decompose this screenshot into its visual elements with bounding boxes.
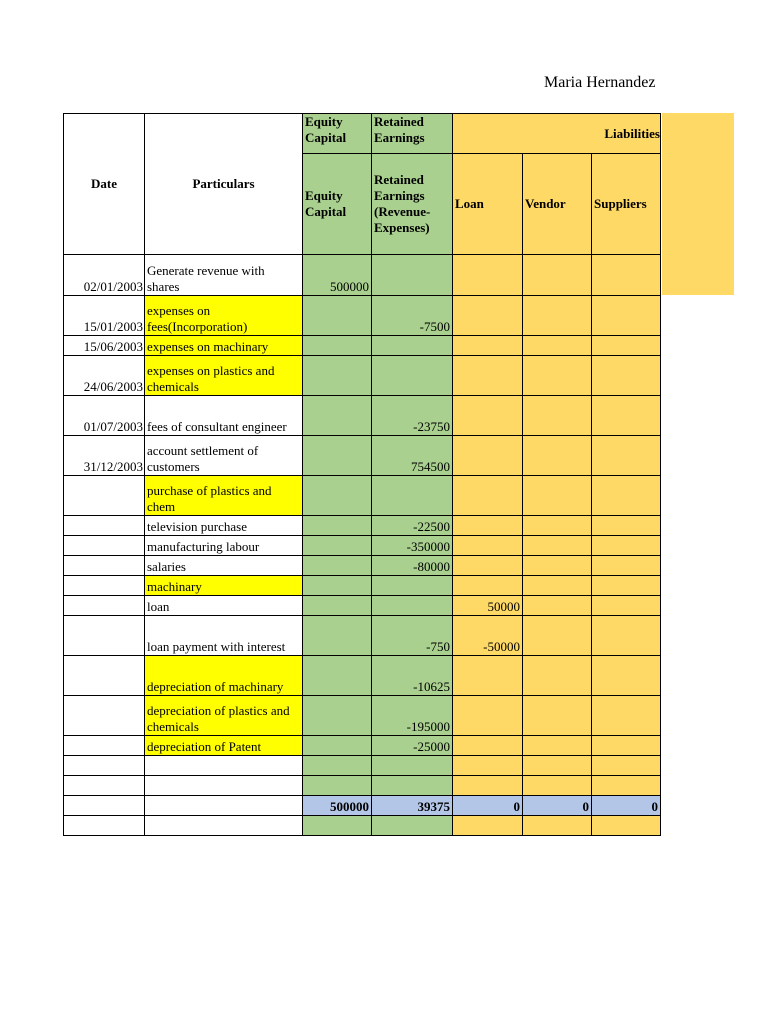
table-row — [64, 596, 661, 616]
header-equity-group: Equity Capital — [303, 114, 372, 154]
loan-cell[interactable]: -50000 — [453, 616, 523, 656]
suppliers-cell[interactable] — [592, 536, 661, 556]
vendor-cell[interactable] — [523, 396, 592, 436]
empty-cell[interactable] — [64, 816, 145, 836]
totals-particulars-cell[interactable] — [145, 796, 303, 816]
empty-cell[interactable] — [453, 816, 523, 836]
header-particulars: Particulars — [145, 114, 303, 255]
loan-cell[interactable] — [453, 336, 523, 356]
vendor-cell[interactable] — [523, 436, 592, 476]
vendor-cell[interactable] — [523, 736, 592, 756]
retained-cell[interactable]: -10625 — [372, 656, 453, 696]
equity-cell[interactable] — [303, 756, 372, 776]
retained-cell[interactable] — [372, 576, 453, 596]
particulars-cell[interactable]: depreciation of plastics and chemicals — [145, 696, 303, 736]
particulars-cell[interactable]: account settlement of customers — [145, 436, 303, 476]
equity-cell[interactable] — [303, 336, 372, 356]
header-retained-earnings: Retained Earnings (Revenue-Expenses) — [372, 154, 453, 255]
table-row — [64, 436, 661, 476]
header-vendor: Vendor — [523, 154, 592, 255]
total-equity[interactable]: 500000 — [303, 796, 372, 816]
date-cell[interactable] — [64, 776, 145, 796]
table-row — [64, 556, 661, 576]
suppliers-cell[interactable] — [592, 556, 661, 576]
vendor-cell[interactable] — [523, 656, 592, 696]
equity-cell[interactable] — [303, 436, 372, 476]
particulars-cell[interactable]: purchase of plastics and chem — [145, 476, 303, 516]
date-cell[interactable] — [64, 616, 145, 656]
date-cell[interactable]: 01/07/2003 — [64, 396, 145, 436]
date-cell[interactable] — [64, 516, 145, 536]
suppliers-cell[interactable] — [592, 436, 661, 476]
vendor-cell[interactable] — [523, 596, 592, 616]
suppliers-cell[interactable] — [592, 396, 661, 436]
table-row — [64, 396, 661, 436]
suppliers-cell[interactable] — [592, 255, 661, 296]
retained-cell[interactable] — [372, 756, 453, 776]
date-cell[interactable] — [64, 656, 145, 696]
loan-cell[interactable] — [453, 436, 523, 476]
retained-cell[interactable]: -750 — [372, 616, 453, 656]
retained-cell[interactable] — [372, 356, 453, 396]
vendor-cell[interactable] — [523, 556, 592, 576]
loan-cell[interactable]: 50000 — [453, 596, 523, 616]
suppliers-cell[interactable] — [592, 596, 661, 616]
loan-cell[interactable] — [453, 476, 523, 516]
retained-cell[interactable]: -80000 — [372, 556, 453, 576]
loan-cell[interactable] — [453, 356, 523, 396]
suppliers-cell[interactable] — [592, 736, 661, 756]
vendor-cell[interactable] — [523, 536, 592, 556]
empty-cell[interactable] — [303, 816, 372, 836]
particulars-cell[interactable] — [145, 776, 303, 796]
header-equity-capital: Equity Capital — [303, 154, 372, 255]
particulars-cell[interactable]: manufacturing labour — [145, 536, 303, 556]
transactions-table — [63, 113, 661, 836]
table-row — [64, 296, 661, 336]
date-cell[interactable]: 31/12/2003 — [64, 436, 145, 476]
retained-cell[interactable]: -23750 — [372, 396, 453, 436]
date-cell[interactable] — [64, 596, 145, 616]
empty-cell[interactable] — [145, 816, 303, 836]
header-row-1 — [64, 114, 661, 154]
loan-cell[interactable] — [453, 396, 523, 436]
table-row — [64, 255, 661, 296]
equity-cell[interactable] — [303, 516, 372, 536]
header-suppliers: Suppliers — [592, 154, 661, 255]
particulars-cell[interactable]: loan — [145, 596, 303, 616]
total-loan[interactable]: 0 — [453, 796, 523, 816]
table-row — [64, 656, 661, 696]
retained-cell[interactable]: -7500 — [372, 296, 453, 336]
empty-cell[interactable] — [523, 816, 592, 836]
vendor-cell[interactable] — [523, 356, 592, 396]
equity-cell[interactable] — [303, 696, 372, 736]
date-cell[interactable] — [64, 696, 145, 736]
table-row — [64, 356, 661, 396]
loan-cell[interactable] — [453, 536, 523, 556]
particulars-cell[interactable]: depreciation of machinary — [145, 656, 303, 696]
vendor-cell[interactable] — [523, 756, 592, 776]
table-row — [64, 336, 661, 356]
table-row — [64, 516, 661, 536]
retained-cell[interactable] — [372, 476, 453, 516]
particulars-cell[interactable] — [145, 756, 303, 776]
total-suppliers[interactable]: 0 — [592, 796, 661, 816]
total-vendor[interactable]: 0 — [523, 796, 592, 816]
table-row — [64, 756, 661, 776]
loan-cell[interactable] — [453, 736, 523, 756]
retained-cell[interactable] — [372, 336, 453, 356]
loan-cell[interactable] — [453, 776, 523, 796]
vendor-cell[interactable] — [523, 616, 592, 656]
vendor-cell[interactable] — [523, 255, 592, 296]
suppliers-cell[interactable] — [592, 576, 661, 596]
date-cell[interactable]: 15/06/2003 — [64, 336, 145, 356]
suppliers-cell[interactable] — [592, 696, 661, 736]
particulars-cell[interactable]: loan payment with interest — [145, 616, 303, 656]
retained-cell[interactable]: 754500 — [372, 436, 453, 476]
equity-cell[interactable] — [303, 616, 372, 656]
header-retained-group: Retained Earnings — [372, 114, 453, 154]
vendor-cell[interactable] — [523, 576, 592, 596]
suppliers-cell[interactable] — [592, 476, 661, 516]
vendor-cell[interactable] — [523, 476, 592, 516]
date-cell[interactable] — [64, 576, 145, 596]
retained-cell[interactable] — [372, 255, 453, 296]
date-cell[interactable]: 15/01/2003 — [64, 296, 145, 336]
equity-cell[interactable] — [303, 536, 372, 556]
suppliers-cell[interactable] — [592, 776, 661, 796]
suppliers-cell[interactable] — [592, 516, 661, 536]
date-cell[interactable] — [64, 476, 145, 516]
particulars-cell[interactable]: machinary — [145, 576, 303, 596]
equity-cell[interactable] — [303, 576, 372, 596]
loan-cell[interactable] — [453, 296, 523, 336]
loan-cell[interactable] — [453, 656, 523, 696]
equity-cell[interactable] — [303, 556, 372, 576]
table-row — [64, 736, 661, 756]
table-row — [64, 776, 661, 796]
table-row — [64, 536, 661, 556]
header-date: Date — [64, 114, 145, 255]
empty-cell[interactable] — [592, 816, 661, 836]
header-liabilities: Liabilities — [453, 114, 661, 154]
vendor-cell[interactable] — [523, 776, 592, 796]
equity-cell[interactable] — [303, 656, 372, 696]
empty-cell[interactable] — [372, 816, 453, 836]
retained-cell[interactable]: -25000 — [372, 736, 453, 756]
retained-cell[interactable] — [372, 776, 453, 796]
retained-cell[interactable] — [372, 596, 453, 616]
date-cell[interactable]: 02/01/2003 — [64, 255, 145, 296]
vendor-cell[interactable] — [523, 516, 592, 536]
equity-cell[interactable] — [303, 476, 372, 516]
retained-cell[interactable]: -22500 — [372, 516, 453, 536]
date-cell[interactable] — [64, 756, 145, 776]
table-row — [64, 616, 661, 656]
equity-cell[interactable] — [303, 776, 372, 796]
loan-cell[interactable] — [453, 255, 523, 296]
header-loan: Loan — [453, 154, 523, 255]
particulars-cell[interactable]: expenses on fees(Incorporation) — [145, 296, 303, 336]
equity-cell[interactable] — [303, 396, 372, 436]
retained-cell[interactable]: -350000 — [372, 536, 453, 556]
date-cell[interactable] — [64, 556, 145, 576]
suppliers-cell[interactable] — [592, 616, 661, 656]
equity-cell[interactable] — [303, 296, 372, 336]
totals-row — [64, 796, 661, 816]
suppliers-cell[interactable] — [592, 336, 661, 356]
equity-cell[interactable] — [303, 356, 372, 396]
sheet-title: Maria Hernandez — [544, 74, 656, 91]
equity-cell[interactable] — [303, 736, 372, 756]
equity-cell[interactable] — [303, 596, 372, 616]
particulars-cell[interactable]: expenses on machinary — [145, 336, 303, 356]
date-cell[interactable]: 24/06/2003 — [64, 356, 145, 396]
equity-cell[interactable]: 500000 — [303, 255, 372, 296]
vendor-cell[interactable] — [523, 336, 592, 356]
date-cell[interactable] — [64, 736, 145, 756]
suppliers-cell[interactable] — [592, 296, 661, 336]
retained-cell[interactable]: -195000 — [372, 696, 453, 736]
liabilities-header-fill — [662, 113, 734, 295]
loan-cell[interactable] — [453, 696, 523, 736]
loan-cell[interactable] — [453, 756, 523, 776]
particulars-cell[interactable]: expenses on plastics and chemicals — [145, 356, 303, 396]
table-row — [64, 576, 661, 596]
suppliers-cell[interactable] — [592, 356, 661, 396]
total-retained[interactable]: 39375 — [372, 796, 453, 816]
loan-cell[interactable] — [453, 556, 523, 576]
vendor-cell[interactable] — [523, 696, 592, 736]
particulars-cell[interactable]: fees of consultant engineer — [145, 396, 303, 436]
particulars-cell[interactable]: salaries — [145, 556, 303, 576]
totals-date-cell[interactable] — [64, 796, 145, 816]
loan-cell[interactable] — [453, 576, 523, 596]
suppliers-cell[interactable] — [592, 756, 661, 776]
table-row — [64, 476, 661, 516]
suppliers-cell[interactable] — [592, 656, 661, 696]
date-cell[interactable] — [64, 536, 145, 556]
particulars-cell[interactable]: depreciation of Patent — [145, 736, 303, 756]
loan-cell[interactable] — [453, 516, 523, 536]
table-row — [64, 696, 661, 736]
table-row — [64, 816, 661, 836]
particulars-cell[interactable]: television purchase — [145, 516, 303, 536]
vendor-cell[interactable] — [523, 296, 592, 336]
particulars-cell[interactable]: Generate revenue with shares — [145, 255, 303, 296]
